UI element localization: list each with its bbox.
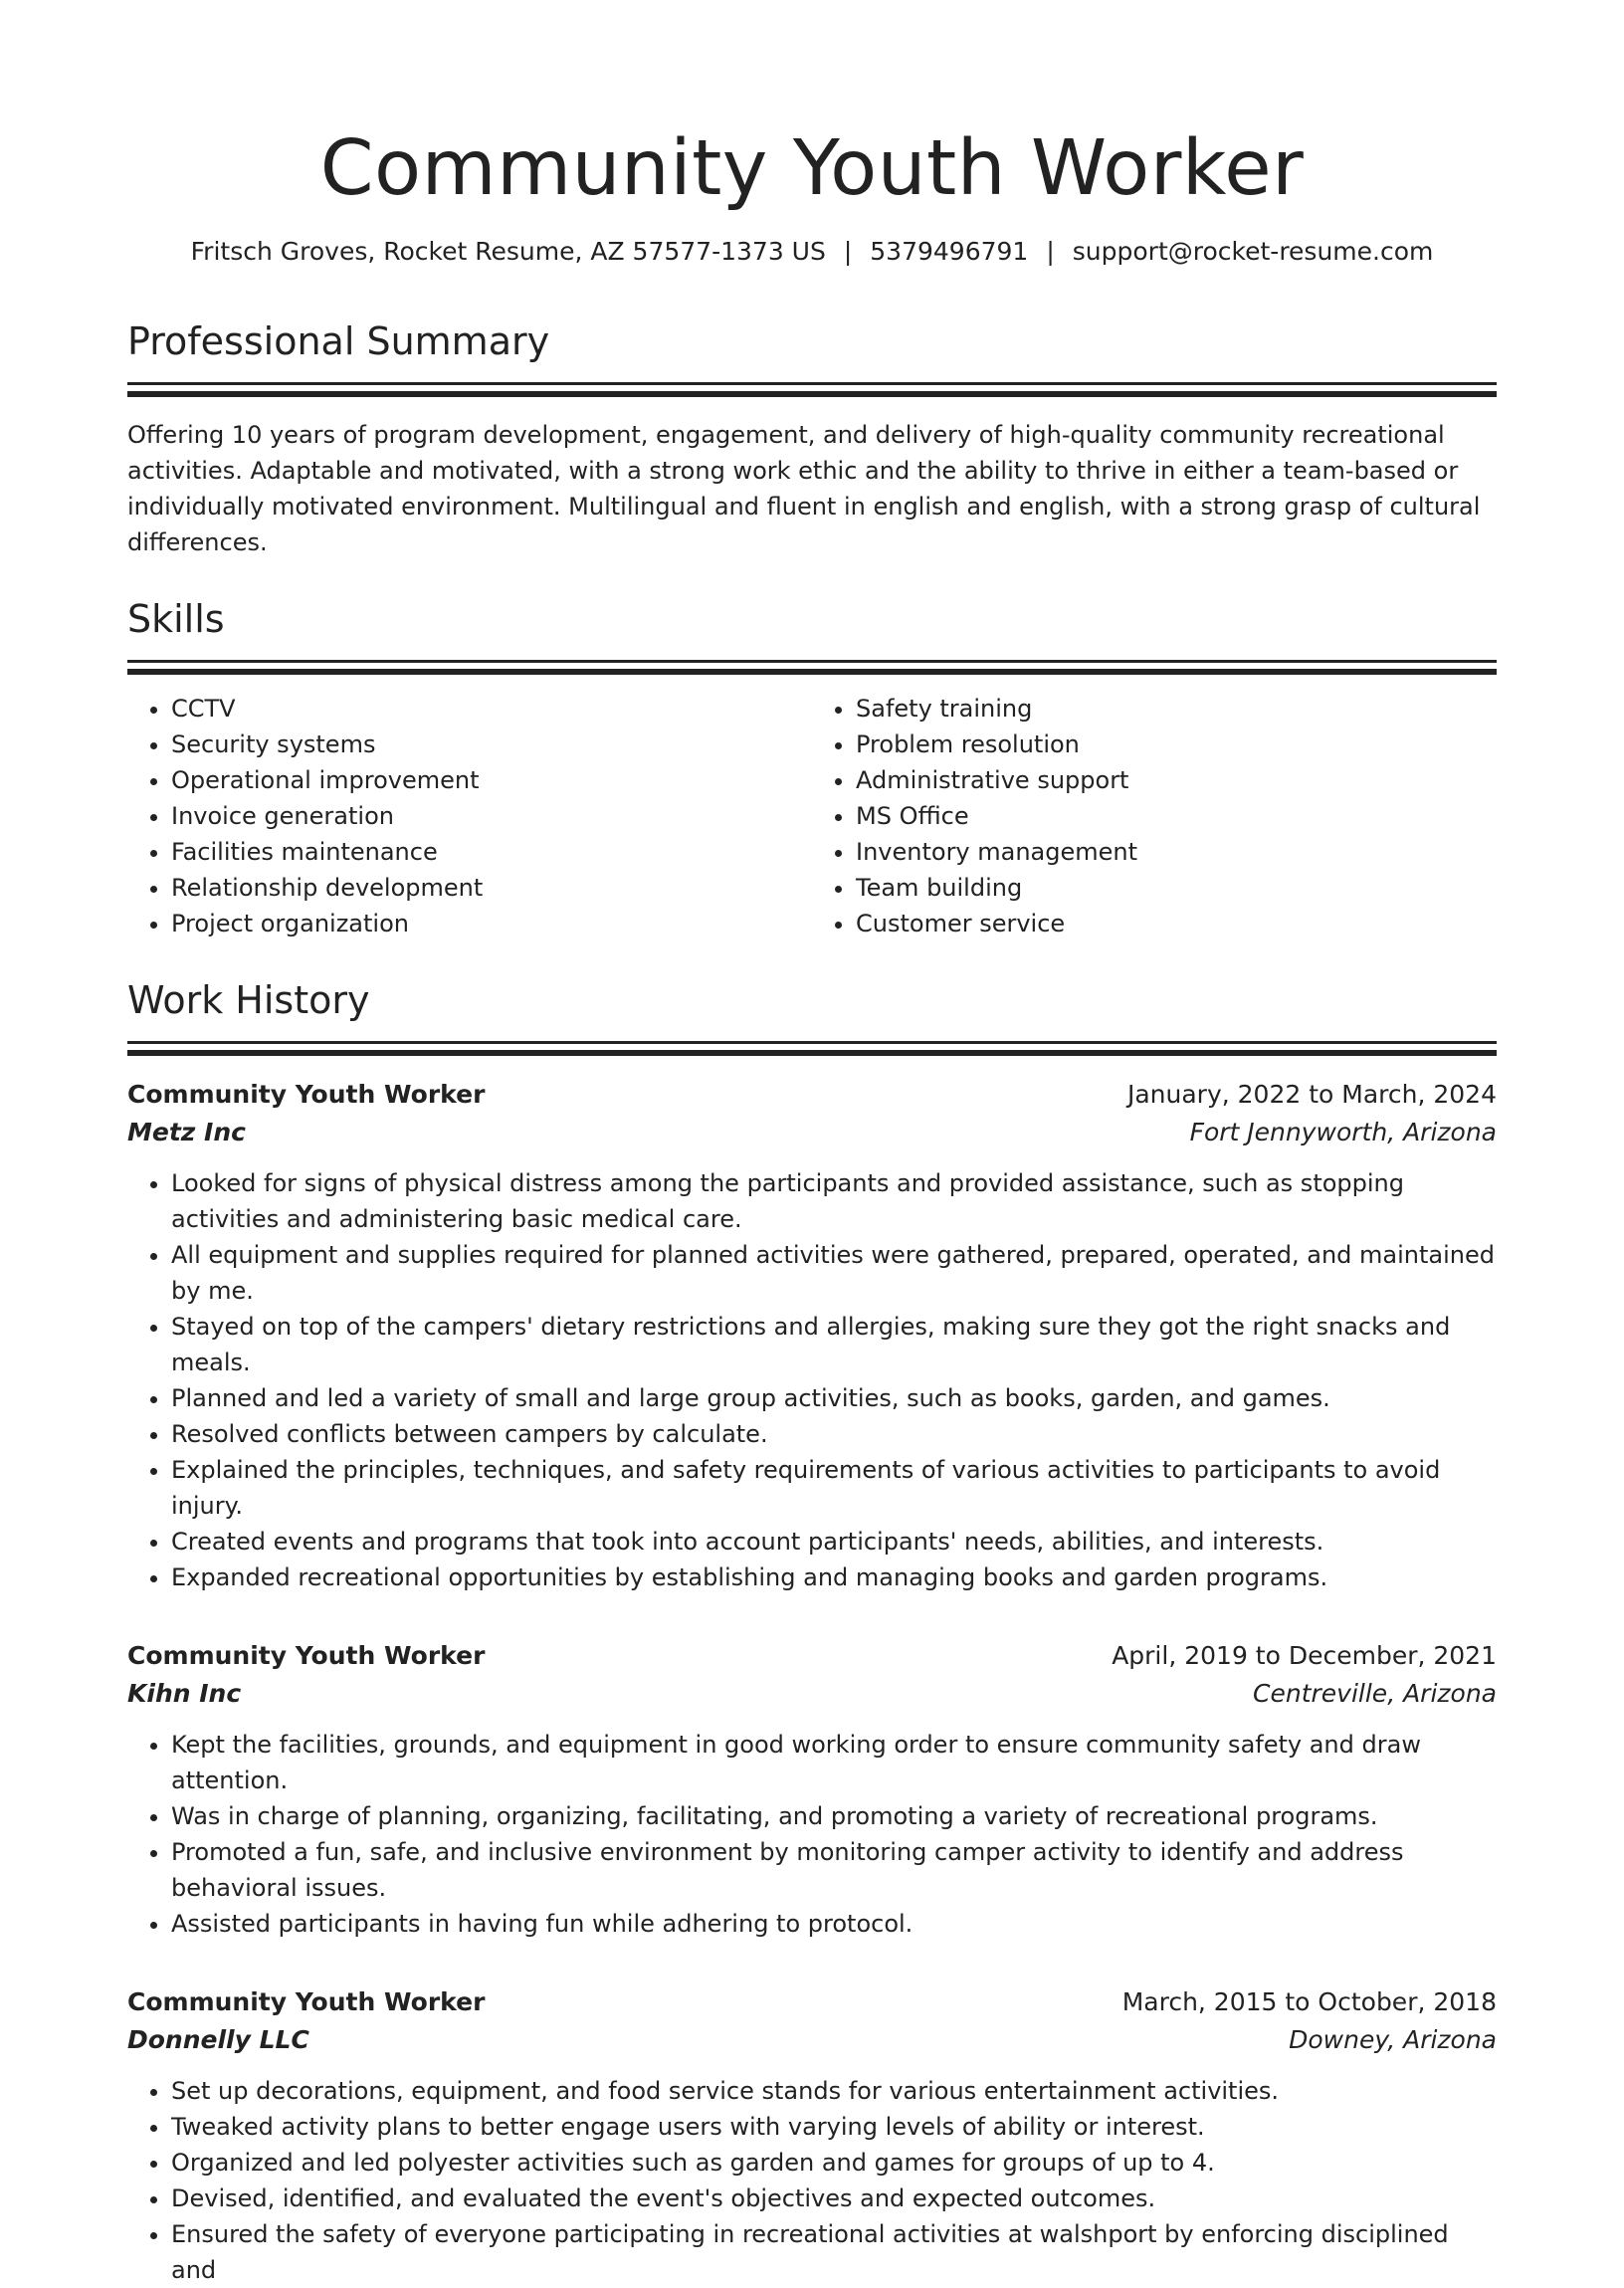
- skill-item: • Problem resolution: [856, 727, 1497, 762]
- contact-line: [127, 235, 1497, 269]
- section-rule: [127, 1041, 1497, 1044]
- job-dates: January, 2022 to March, 2024: [1126, 1080, 1497, 1109]
- contact-email: support@rocket-resume.com: [1072, 237, 1434, 266]
- section-rule: [127, 382, 1497, 385]
- job-bullet: • Planned and led a variety of small and large group activities, such as books, garden, and games.: [171, 1380, 1497, 1416]
- summary-heading: Professional Summary: [127, 319, 550, 363]
- summary-text: Offering 10 years of program development, engagement, and delivery of high-quality community recreational activities. Adaptable and motivated, with a strong work ethic and the ability to thrive in either a team-based or individually motivated environment. Multilingual and fluent in english and english, with a strong grasp of cultural differences.: [127, 421, 1481, 556]
- skill-item: • CCTV: [171, 691, 812, 727]
- job-location: Centreville, Arizona: [1253, 1679, 1497, 1708]
- section-rule-thick: [127, 669, 1497, 675]
- job-bullet: • Kept the facilities, grounds, and equipment in good working order to ensure community safety and draw attention.: [171, 1727, 1497, 1798]
- job-dates: April, 2019 to December, 2021: [1112, 1641, 1497, 1670]
- resume-title: Community Youth Worker: [319, 124, 1305, 213]
- job-entry: [127, 1637, 1497, 1942]
- job-bullet: • Promoted a fun, safe, and inclusive environment by monitoring camper activity to identify and address behavioral issues.: [171, 1834, 1497, 1906]
- skills-list-left: [127, 691, 812, 941]
- skill-item: • Customer service: [856, 906, 1497, 941]
- skills-list-right: [812, 691, 1497, 941]
- contact-phone: 5379496791: [870, 237, 1029, 266]
- job-location: Downey, Arizona: [1289, 2025, 1497, 2054]
- job-company: Kihn Inc: [127, 1679, 242, 1708]
- skill-item: • Security systems: [171, 727, 812, 762]
- job-bullet: • Stayed on top of the campers' dietary restrictions and allergies, making sure they got the right snacks and meals.: [171, 1309, 1497, 1380]
- contact-separator: |: [1046, 237, 1055, 266]
- contact-address: Fritsch Groves, Rocket Resume, AZ 57577-1373 US: [190, 237, 826, 266]
- job-bullet: • Assisted participants in having fun while adhering to protocol.: [171, 1906, 1497, 1942]
- job-bullet: • Looked for signs of physical distress among the participants and provided assistance, such as stopping activities and administering basic medical care.: [171, 1165, 1497, 1237]
- job-bullet: • Organized and led polyester activities such as garden and games for groups of up to 4.: [171, 2145, 1497, 2181]
- skill-item: • Team building: [856, 870, 1497, 906]
- skill-item: • Administrative support: [856, 762, 1497, 798]
- job-title: Community Youth Worker: [127, 1641, 486, 1670]
- job-bullet: • Created events and programs that took into account participants' needs, abilities, and interests.: [171, 1524, 1497, 1560]
- job-entry: [127, 1983, 1497, 2288]
- section-rule-thick: [127, 1050, 1497, 1056]
- skill-item: • Project organization: [171, 906, 812, 941]
- job-bullet: • Resolved conflicts between campers by calculate.: [171, 1416, 1497, 1452]
- job-bullet: • Explained the principles, techniques, and safety requirements of various activities to participants to avoid injury.: [171, 1452, 1497, 1524]
- job-bullet: • Ensured the safety of everyone participating in recreational activities at walshport by enforcing disciplined and: [171, 2216, 1497, 2288]
- job-bullet: • Tweaked activity plans to better engage users with varying levels of ability or interest.: [171, 2109, 1497, 2145]
- contact-separator: |: [843, 237, 853, 266]
- skills-section: [127, 594, 1497, 941]
- skill-item: • MS Office: [856, 798, 1497, 834]
- job-title: Community Youth Worker: [127, 1987, 486, 2016]
- work-history-heading: Work History: [127, 978, 370, 1022]
- job-company: Donnelly LLC: [127, 2025, 309, 2054]
- skill-item: • Inventory management: [856, 834, 1497, 870]
- section-rule: [127, 660, 1497, 663]
- section-rule-thick: [127, 391, 1497, 397]
- job-title: Community Youth Worker: [127, 1080, 486, 1109]
- skills-heading: Skills: [127, 597, 225, 641]
- job-bullet: • Devised, identified, and evaluated the event's objectives and expected outcomes.: [171, 2181, 1497, 2216]
- job-entry: [127, 1076, 1497, 1595]
- job-bullets: [127, 2073, 1497, 2288]
- job-bullet: • Was in charge of planning, organizing, facilitating, and promoting a variety of recreational programs.: [171, 1798, 1497, 1834]
- job-company: Metz Inc: [127, 1118, 246, 1146]
- job-bullet: • Set up decorations, equipment, and food service stands for various entertainment activities.: [171, 2073, 1497, 2109]
- skills-columns: [127, 691, 1497, 941]
- skill-item: • Relationship development: [171, 870, 812, 906]
- job-bullet: • All equipment and supplies required for planned activities were gathered, prepared, operated, and maintained by me.: [171, 1237, 1497, 1309]
- job-dates: March, 2015 to October, 2018: [1121, 1987, 1497, 2016]
- job-bullets: [127, 1165, 1497, 1595]
- skill-item: • Operational improvement: [171, 762, 812, 798]
- summary-section: [127, 316, 1497, 560]
- skill-item: • Facilities maintenance: [171, 834, 812, 870]
- skill-item: • Safety training: [856, 691, 1497, 727]
- job-bullets: [127, 1727, 1497, 1942]
- work-history-section: [127, 975, 1497, 2288]
- job-bullet: • Expanded recreational opportunities by establishing and managing books and garden programs.: [171, 1560, 1497, 1595]
- skill-item: • Invoice generation: [171, 798, 812, 834]
- job-location: Fort Jennyworth, Arizona: [1189, 1118, 1497, 1146]
